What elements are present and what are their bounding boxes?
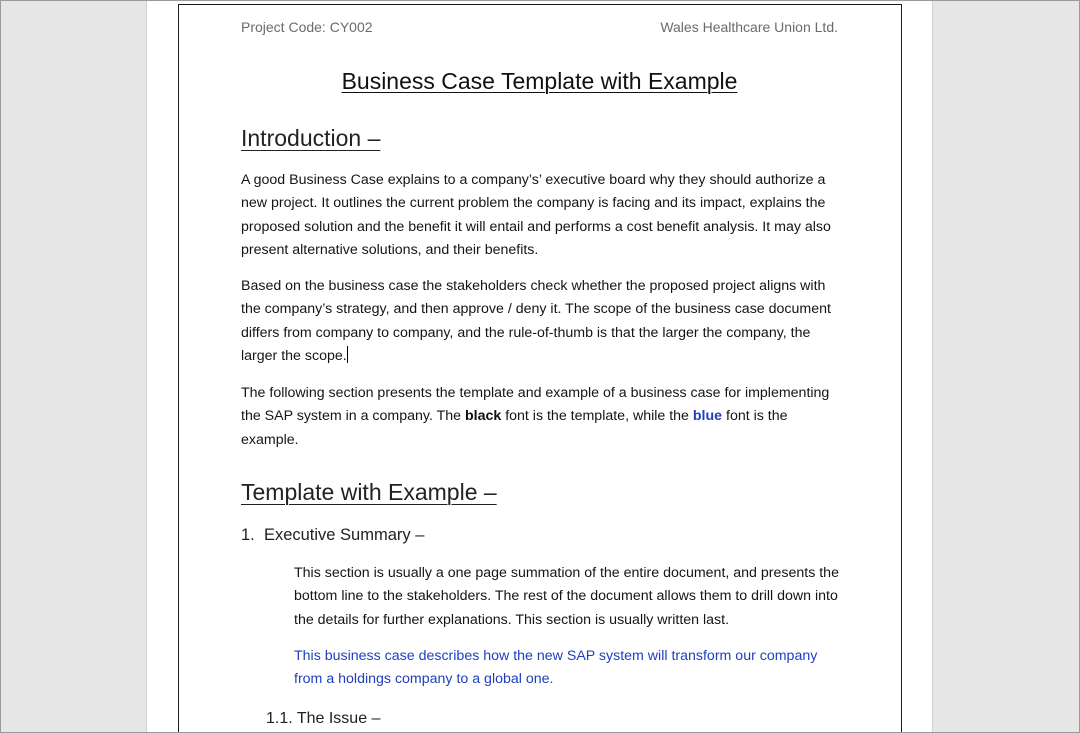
intro-paragraph-3-part1: The following section presents the template and example of a business case for implementing the SAP system in a company. The <box>241 385 830 425</box>
project-code: Project Code: CY002 <box>241 19 373 35</box>
template-heading-text: Template with Example – <box>241 479 497 505</box>
intro-paragraph-3-part3: font is the example. <box>241 408 788 448</box>
organization-name: Wales Healthcare Union Ltd. <box>660 19 838 35</box>
intro-paragraph-3 <box>241 382 839 452</box>
blue-font-label: blue <box>692 408 723 425</box>
intro-paragraph-2-text: Based on the business case the stakeholders check whether the proposed project aligns with the company’s strategy, and then approve / deny it. The scope of the business case document differs from company to company, and the rule-of-thumb is that the larger the company, the larger the scope. <box>241 278 831 364</box>
text-cursor <box>347 346 348 363</box>
issue-subheading: 1.1. The Issue – <box>266 710 381 727</box>
executive-summary-template: This section is usually a one page summation of the entire document, and presents the bottom line to the stakeholders. The rest of the document allows them to drill down into the details for further explanations. This section is usually written last. <box>294 565 839 628</box>
template-heading <box>241 479 497 506</box>
page-header <box>241 19 838 39</box>
document-title-text: Business Case Template with Example <box>341 68 738 94</box>
introduction-heading <box>241 125 380 152</box>
intro-paragraph-2 <box>241 275 839 368</box>
executive-summary-example: This business case describes how the new SAP system will transform our company from a holdings company to a global one. <box>294 648 818 688</box>
document-title <box>241 68 838 95</box>
executive-summary-heading <box>241 526 424 545</box>
executive-summary-heading-text: Executive Summary – <box>263 526 425 544</box>
intro-paragraph-1: A good Business Case explains to a company’s’ executive board why they should authorize a new project. It outlines the current problem the company is facing and its impact, explains the proposed solution and the benefit it will entail and performs a cost benefit analysis. It may also present alternative solutions, and their benefits. <box>241 172 831 258</box>
intro-paragraph-3-part2: font is the template, while the <box>501 408 693 425</box>
list-number-1: 1. <box>241 526 255 544</box>
black-font-label: black <box>464 408 502 425</box>
introduction-heading-text: Introduction – <box>241 125 381 151</box>
document-page[interactable] <box>146 0 933 733</box>
